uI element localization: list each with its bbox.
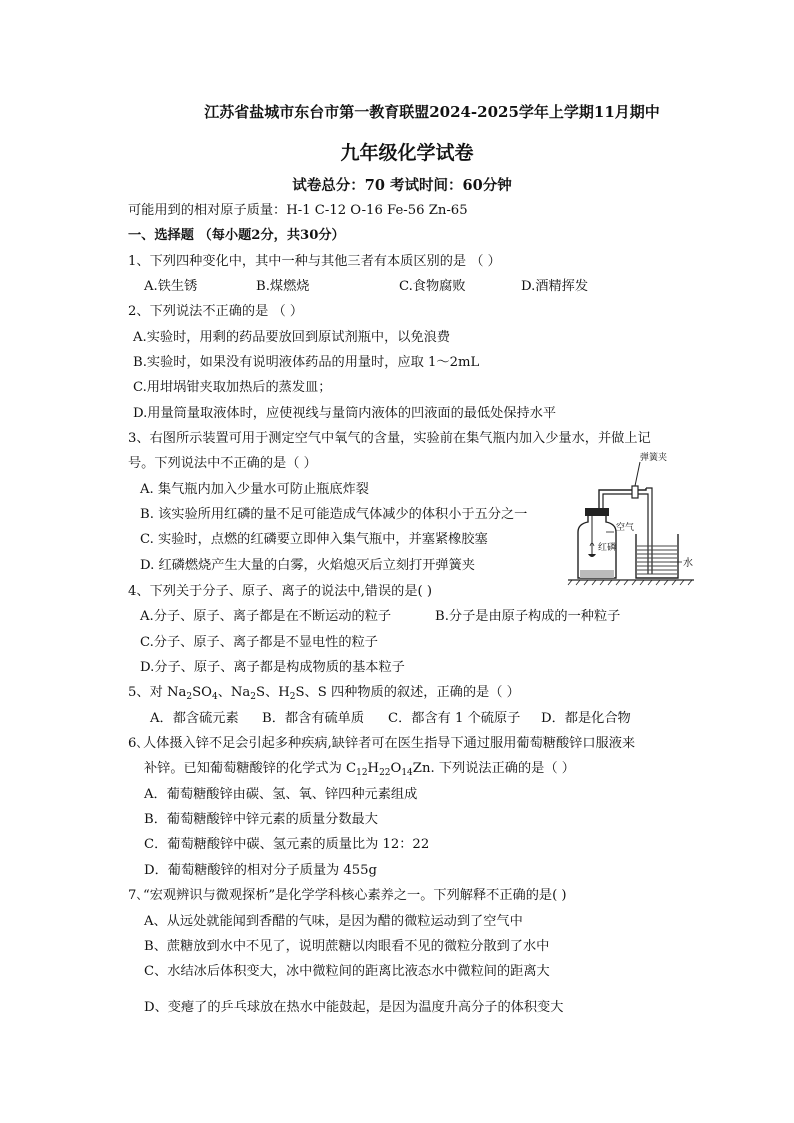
beaker [636,534,678,578]
q6-option-b: B．葡萄糖酸锌中锌元素的质量分数最大 [144,812,378,827]
exam-info: 试卷总分：70 考试时间：60分钟 [292,177,512,194]
q5-option-c: C．都含有 1 个硫原子 [388,711,521,726]
q6-option-d: D．葡萄糖酸锌的相对分子质量为 455g [144,863,378,878]
q6-option-c: C．葡萄糖酸锌中碳、氢元素的质量比为 12：22 [144,837,430,852]
q4-option-d: D.分子、原子、离子都是构成物质的基本粒子 [140,660,405,675]
q6-formula-zn: Zn [412,761,431,776]
q6-stem-line1: 6､人体摄入锌不足会引起多种疾病,缺锌者可在医生指导下通过服用葡萄糖酸锌口服液来 [128,736,636,751]
q1-option-d: D.酒精挥发 [521,279,589,294]
q5-stem-suffix: 四种物质的叙述，正确的是（ ） [326,685,520,700]
q6-sub-22: 22 [379,768,391,778]
q6-stem-suffix: . 下列说法正确的是（ ） [430,761,575,776]
clip-pointer [635,462,640,486]
q1-option-a: A.铁生锈 [144,279,198,294]
q4-option-b: B.分子是由原子构成的一种粒子 [435,609,621,624]
q7-stem: 7､“宏观辨识与微观探析”是化学学科核心素养之一。下列解释不正确的是( ) [128,888,567,903]
beaker-water [637,546,677,574]
q6-formula-h: H [367,761,380,776]
q5-sub-2c: 2 [289,692,296,702]
q1-stem: 1、下列四种变化中，其中一种与其他三者有本质区别的是 （ ） [128,254,501,269]
q2-stem: 2、下列说法不正确的是 （ ） [128,304,304,319]
q6-sub-12: 12 [356,768,368,778]
q5-formula-na: Na [166,685,187,700]
q7-option-a: A、从远处就能闻到香醋的气味，是因为醋的微粒运动到了空气中 [144,914,523,929]
q4-option-a: A.分子、原子、离子都是在不断运动的粒子 [140,609,392,624]
q1-option-c: C.食物腐败 [399,279,466,294]
red-phosphorus [588,554,596,557]
q2-option-c: C.用坩埚钳夹取加热后的蒸发皿； [133,380,332,395]
atomic-masses: 可能用到的相对原子质量：H-1 C-12 O-16 Fe-56 Zn-65 [128,203,468,218]
q6-sub-14: 14 [401,768,413,778]
q6-option-a: A．葡萄糖酸锌由碳、氢、氧、锌四种元素组成 [144,787,418,802]
bottle-water [580,570,614,578]
q5-stem-prefix: 5、对 [128,685,167,700]
q6-formula-o: O [390,761,402,776]
q5-formula-so: SO [192,685,212,700]
glass-tube-right [646,488,652,574]
q3-option-c: C. 实验时，点燃的红磷要立即伸入集气瓶中，并塞紧橡胶塞 [140,532,488,547]
glass-tube-left [599,488,646,508]
q7-option-d: D、变瘪了的乒乓球放在热水中能鼓起，是因为温度升高分子的体积变大 [144,1000,564,1015]
q6-stem-prefix: 补锌。已知葡萄糖酸锌的化学式为 C [144,761,357,776]
q5-option-b: B．都含有硫单质 [262,711,365,726]
label-spring-clip: 弹簧夹 [640,453,668,463]
q6-stem-line2 [144,760,575,778]
q3-stem-line1: 3、右图所示装置可用于测定空气中氧气的含量，实验前在集气瓶内加入少量水，并做上记 [128,431,651,446]
q5-formula-s: S、S [295,685,327,700]
q2-option-b: B.实验时，如果没有说明液体药品的用量时，应取 1～2mL [133,355,480,370]
exam-title-line2: 九年级化学试卷 [340,142,474,164]
spring-clip [632,486,638,498]
q5-sub-4: 4 [211,692,218,702]
q4-option-c: C.分子、原子、离子都是不显电性的粒子 [140,635,378,650]
q2-option-a: A.实验时，用剩的药品要放回到原试剂瓶中，以免浪费 [133,330,451,345]
q7-option-c: C、水结冰后体积变大，冰中微粒间的距离比液态水中微粒间的距离大 [144,964,550,979]
label-air: 空气 [616,523,635,533]
q2-option-d: D.用量筒量取液体时，应使视线与量筒内液体的凹液面的最低处保持水平 [133,406,557,421]
label-red-phosphorus: 红磷 [598,543,617,553]
q7-option-b: B、蔗糖放到水中不见了，说明蔗糖以肉眼看不见的微粒分散到了水中 [144,939,550,954]
bench-hatch [568,580,692,585]
q3-option-d: D. 红磷燃烧产生大量的白雾，火焰熄灭后立刻打开弹簧夹 [140,558,475,573]
q1-option-b: B.煤燃烧 [256,279,310,294]
glass-tube-inner [603,494,646,508]
rubber-stopper [585,508,609,516]
label-water: 水 [683,558,693,569]
q3-apparatus-figure [566,450,698,586]
exam-title-line1: 江苏省盐城市东台市第一教育联盟2024-2025学年上学期11月期中 [204,103,660,121]
section1-heading: 一、选择题 （每小题2分，共30分） [128,228,345,243]
q5-sub-2b: 2 [250,692,257,702]
q5-option-a: A．都含硫元素 [150,711,239,726]
q5-formula-s-h: S、H [256,685,290,700]
q4-stem: 4、下列关于分子、原子、离子的说法中,错误的是( ) [128,584,432,599]
q5-option-d: D．都是化合物 [541,711,631,726]
q3-option-b: B. 该实验所用红磷的量不足可能造成气体减少的体积小于五分之一 [140,507,528,522]
q5-stem [128,684,520,702]
q3-option-a: A. 集气瓶内加入少量水可防止瓶底炸裂 [140,482,369,497]
q5-formula-na2: 、Na [217,685,251,700]
q3-stem-line2: 号。下列说法中不正确的是（ ） [128,456,317,471]
q5-sub-2a: 2 [186,692,193,702]
